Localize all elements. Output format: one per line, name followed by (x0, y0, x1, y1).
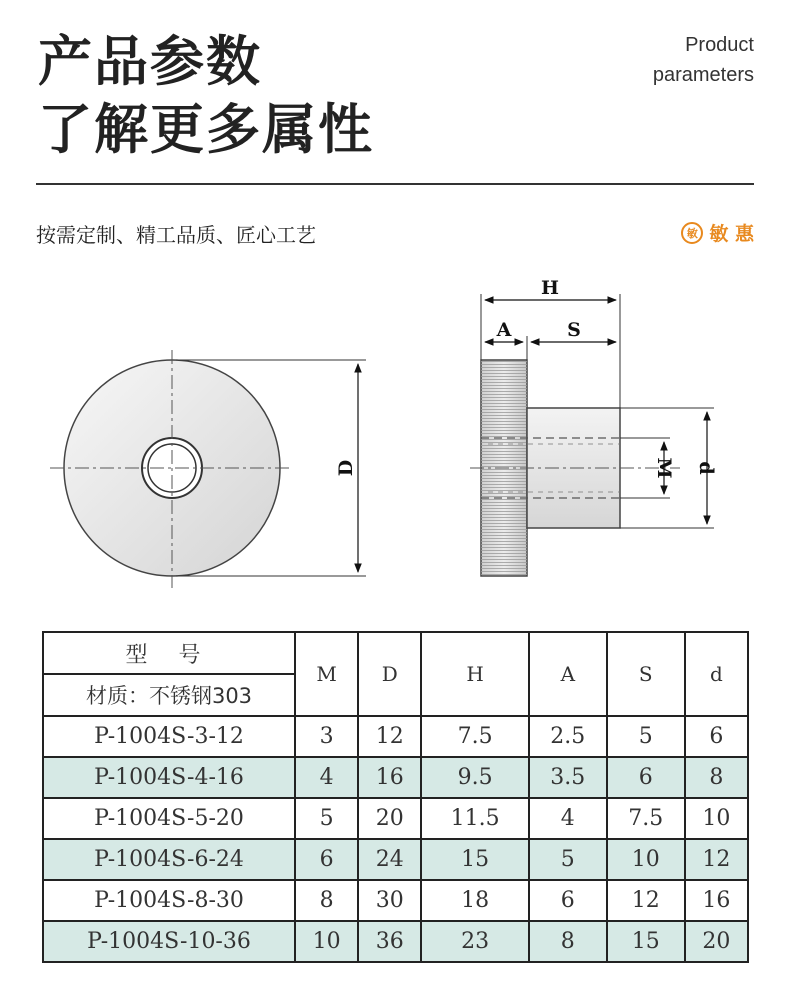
table-row (43, 839, 748, 880)
cell-M: 3 (295, 716, 358, 757)
header-col-D: D (358, 632, 421, 716)
cell-d: 20 (685, 921, 748, 962)
english-subtitle-line-1: Product (685, 34, 754, 56)
cell-A: 2.5 (529, 716, 607, 757)
cell-D: 12 (358, 716, 421, 757)
label-M: M (653, 457, 675, 479)
cell-D: 20 (358, 798, 421, 839)
header-model: 型 号 (43, 632, 295, 674)
cell-S: 10 (607, 839, 685, 880)
cell-model: P-1004S-4-16 (43, 757, 295, 798)
cell-D: 16 (358, 757, 421, 798)
cell-M: 6 (295, 839, 358, 880)
table-row (43, 880, 748, 921)
cell-model: P-1004S-5-20 (43, 798, 295, 839)
slogan-text: 按需定制、精工品质、匠心工艺 (36, 223, 316, 247)
label-A: A (496, 319, 512, 341)
cell-A: 6 (529, 880, 607, 921)
cell-A: 8 (529, 921, 607, 962)
cell-M: 8 (295, 880, 358, 921)
cell-model: P-1004S-6-24 (43, 839, 295, 880)
brand-logo-icon: 敏 (681, 222, 703, 244)
table-row (43, 798, 748, 839)
table-row (43, 921, 748, 962)
cell-H: 23 (421, 921, 528, 962)
label-d: d (695, 461, 717, 475)
header-col-d: d (685, 632, 748, 716)
front-view (50, 350, 366, 588)
cell-d: 12 (685, 839, 748, 880)
title-line-1: 产品参数 (38, 30, 262, 93)
spec-table (42, 631, 749, 963)
cell-S: 5 (607, 716, 685, 757)
cell-H: 11.5 (421, 798, 528, 839)
side-view (470, 277, 717, 576)
cell-S: 12 (607, 880, 685, 921)
cell-d: 6 (685, 716, 748, 757)
cell-H: 9.5 (421, 757, 528, 798)
label-S: S (567, 319, 581, 341)
label-H: H (541, 277, 559, 299)
title-line-2: 了解更多属性 (38, 98, 374, 161)
cell-D: 36 (358, 921, 421, 962)
header-col-A: A (529, 632, 607, 716)
cell-S: 7.5 (607, 798, 685, 839)
cell-A: 4 (529, 798, 607, 839)
table-row (43, 757, 748, 798)
cell-D: 30 (358, 880, 421, 921)
cell-S: 6 (607, 757, 685, 798)
brand-name: 敏 惠 (709, 223, 754, 245)
cell-d: 8 (685, 757, 748, 798)
cell-d: 16 (685, 880, 748, 921)
label-D: D (335, 459, 357, 477)
header-col-M: M (295, 632, 358, 716)
table-row (43, 716, 748, 757)
table-body (43, 716, 748, 962)
header-col-H: H (421, 632, 528, 716)
cell-model: P-1004S-3-12 (43, 716, 295, 757)
cell-D: 24 (358, 839, 421, 880)
cell-d: 10 (685, 798, 748, 839)
table-header-row-1 (43, 632, 748, 674)
cell-M: 4 (295, 757, 358, 798)
english-subtitle-line-2: parameters (652, 64, 754, 86)
cell-A: 3.5 (529, 757, 607, 798)
cell-H: 18 (421, 880, 528, 921)
cell-H: 7.5 (421, 716, 528, 757)
cell-A: 5 (529, 839, 607, 880)
cell-model: P-1004S-10-36 (43, 921, 295, 962)
header-col-S: S (607, 632, 685, 716)
cell-model: P-1004S-8-30 (43, 880, 295, 921)
cell-S: 15 (607, 921, 685, 962)
cell-H: 15 (421, 839, 528, 880)
cell-M: 5 (295, 798, 358, 839)
header-material: 材质：不锈钢303 (43, 674, 295, 716)
cell-M: 10 (295, 921, 358, 962)
